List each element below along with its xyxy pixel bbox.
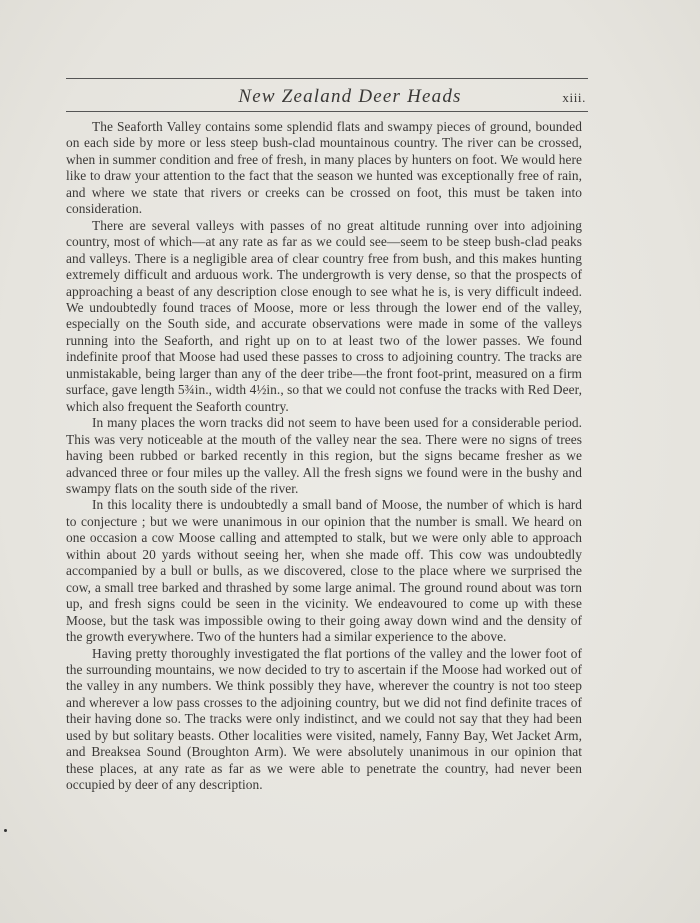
body-text xyxy=(66,119,582,794)
header-rule-top xyxy=(66,78,588,79)
paragraph-3: In many places the worn tracks did not seem to have been used for a considerable period. This was very noticeable at the mouth of the valley near the sea. There were no signs of trees having been rubbed or barked recently in this region, but the signs became fresher as we advanced three or four miles up the valley. All the fresh signs we found were in the bushy and swampy flats on the south side of the river. xyxy=(66,415,582,496)
paragraph-4: In this locality there is undoubtedly a small band of Moose, the number of which is hard to conjecture ; but we were unanimous in our opinion that the number is small. We heard on one occasion a cow Moose calling and attempted to stalk, but we were only able to approach within about 20 yards without seeing her, when she made off. This cow was undoubtedly accompanied by a bull or bulls, as we discovered, close to the place where we surprised the cow, a small tree barked and thrashed by some large animal. The ground round about was torn up, and fresh signs could be seen in the vicinity. We endeavoured to come up with these Moose, but the task was impossible owing to their going away down wind and the density of the growth everywhere. Two of the hunters had a similar experience to the above. xyxy=(66,497,582,645)
paragraph-2: There are several valleys with passes of no great altitude running over into adjoining country, most of which—at any rate as far as we could see—seem to be steep bush-clad peaks and valleys. There is a negligible area of clear country free from bush, and this makes hunting extremely difficult and arduous work. The undergrowth is very dense, so that the prospects of approaching a beast of any description close enough to see what he is, is very difficult indeed. We undoubtedly found traces of Moose, more or less through the lower end of the valley, especially on the South side, and accurate observations were made in some of the valleys running into the Seaforth, and right up on to at least two of the lower passes. We found indefinite proof that Moose had used these passes to cross to adjoining country. The tracks are unmistakable, being larger than any of the deer tribe—the front foot-print, measured on a firm surface, gave length 5¾in., width 4½in., so that we could not confuse the tracks with Red Deer, which also frequent the Seaforth country. xyxy=(66,217,582,414)
paragraph-1: The Seaforth Valley contains some splendid flats and swampy pieces of ground, bounded on each side by more or less steep bush-clad mountainous country. The river can be crossed, when in summer condition and free of fresh, in many places by hunters on foot. We would here like to draw your attention to the fact that the season we hunted was exceptionally free of rain, and where we state that rivers or creeks can be crossed on foot, this must be taken into consideration. xyxy=(66,119,582,217)
header-rule-bottom xyxy=(66,111,588,112)
paper-speck xyxy=(4,829,7,832)
page-number: xiii. xyxy=(562,90,586,105)
paragraph-5: Having pretty thoroughly investigated the flat portions of the valley and the lower foot of the surrounding mountains, we now decided to try to ascertain if the Moose had worked out of the valley in any numbers. We think possibly they have, wherever the country is not too steep and wherever a low pass crosses to the adjoining country, but we did not find definite traces of their having done so. The tracks were only indistinct, and we could not say that they had been used by but solitary beasts. Other localities were visited, namely, Fanny Bay, Wet Jacket Arm, and Breaksea Sound (Broughton Arm). We were absolutely unanimous in our opinion that these places, at any rate as far as we were able to penetrate the country, had never been occupied by deer of any description. xyxy=(66,645,582,793)
running-header-title: New Zealand Deer Heads xyxy=(238,86,462,107)
